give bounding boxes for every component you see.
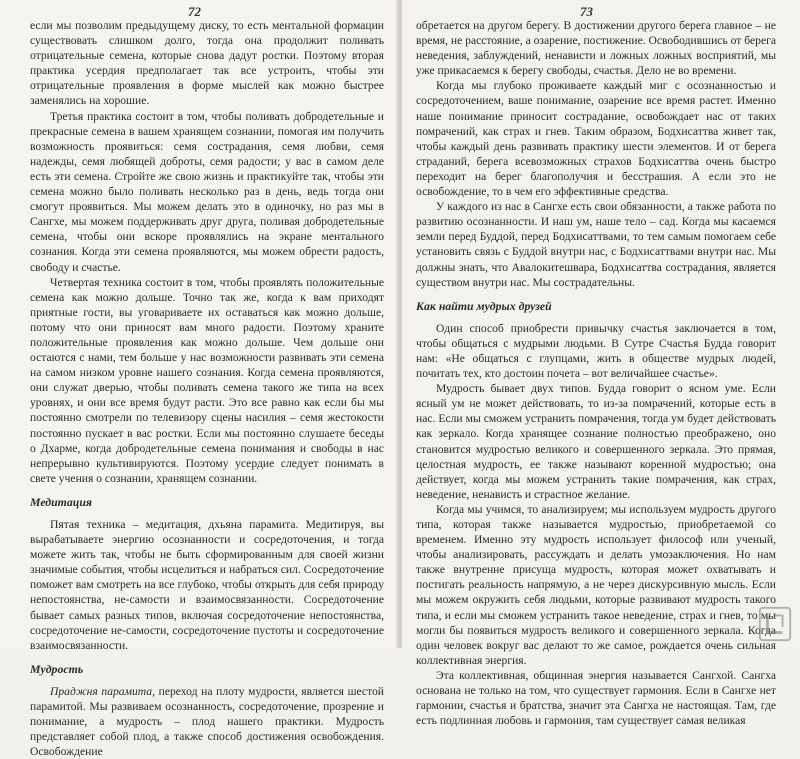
paragraph-text: , переход на плоту мудрости, является шестой парамитой. Мы развиваем осознанность, сосредоточение, прозрение и понимание, а мудрость – плод нашего практики. Мудрость представляет собой плод, а также способ достижения освобождения. Освобождение xyxy=(30,684,384,759)
right-page xyxy=(402,0,800,728)
section-heading: Медитация xyxy=(30,494,92,509)
right-page-text xyxy=(416,18,776,728)
paragraph: Четвертая техника состоит в том, чтобы проявлять положительные семена как можно дольше. Точно так же, когда к вам приходят приятные гости, вы уговариваете их оставаться как можно дольше, потому что они приносят вам много радости. Поэтому храните положительные проявления как можно дольше. Чем дольше они остаются с нами, тем больше у нас возможности развивать эти семена на самом низком уровне нашего сознания. Когда семена проявляются, они служат дверью, чтобы поливать семена такого же типа на всех уровнях, и они все время будут расти. Это все равно как если бы мы постоянно смотрели по телевизору сцены насилия – семя жестокости постоянно пускает в вас ростки. Если мы постоянно слушаете беседы о Дхарме, когда добродетельные семена понимания и свободы в нас непрерывно культивируются. Поэтому усердие следует понимать в свете учения о сознании, хранящем сознании. xyxy=(30,275,384,485)
left-page-text xyxy=(30,18,384,759)
left-page-number: 72 xyxy=(188,4,201,19)
paragraph xyxy=(30,684,384,759)
paragraph: Пятая техника – медитация, дхьяна парамита. Медитируя, вы вырабатываете энергию осознанности и сосредоточения, и тогда можете жить так, чтобы не быть сформированным для своей жизни значимые события, чтобы исцелиться и набраться сил. Сосредоточение поможет вам смотреть на все глубоко, чтобы открыть для себя природу непостоянства, не-самости и взаимосвязанности. Сосредоточение бывает самых разных типов, включая сосредоточение непостоянства, сосредоточение не-самости, сосредоточение пустоты и сосредоточение взаимосвязанности. xyxy=(30,518,384,652)
paragraph: Мудрость бывает двух типов. Будда говорит о ясном уме. Если ясный ум не может действовать, то из-за помрачений, которые есть в нас. Если мы сможем устранить помрачения, тогда ум будет действовать как зеркало. Когда хранящее сознание полностью преображено, оно становится мудростью великого и совершенного зеркала. Это прямая, целостная мудрость, ее также называют коренной мудростью; она действует, когда мы можем устранить такие помрачения, как страх, неведение, ненависть и страстное желание. xyxy=(416,382,776,501)
paragraph: Эта коллективная, общинная энергия называется Сангхой. Сангха основана не только на том, что существует гармония. Если в Сангхе нет гармонии, счастья и братства, значит эта Сангха не настоящая. Там, где есть подлинная любовь и гармония, там существует самая великая xyxy=(416,668,776,728)
right-page-number: 73 xyxy=(580,4,593,19)
paragraph: обретается на другом берегу. В достижении другого берега главное – не время, не расстояние, а озарение, постижение. Освободившись от берега неведения, заблуждений, ненависти и ложных ложных восприятий, мы уже прикасаемся к берегу свободы, счастья. Дело не во времени. xyxy=(416,19,776,78)
left-page xyxy=(0,0,398,759)
paragraph: Когда мы глубоко проживаете каждый миг с осознанностью и сосредоточением, ваше понимание, озарение все время растет. Именно наше понимание приносит сострадание, освобождает нас от таких помрачений, как страх и гнев. Таким образом, Бодхисаттва живет так, чтобы каждый день развивать практику шести элементов. И от берега страданий, берега всевозможных страхов Бодхисаттва очень быстро переходит на берег благополучия и бесстрашия. А если это не освобождение, то в чем его эффективные средства. xyxy=(416,79,776,199)
section-heading: Мудрость xyxy=(30,661,84,676)
paragraph: Третья практика состоит в том, чтобы поливать добродетельные и прекрасные семена в вашем хранящем сознании, помогая им получить возможность проявиться: семя сострадания, семя любви, семя надежды, семя любящей доброты, семя радости; у вас в самом деле есть эти семена. Стройте же свою жизнь и практикуйте так, чтобы эти семена можно было поливать несколько раз в день, ведь тогда они смогут проявиться. Мы можем делать это в одиночку, но раз мы в Сангхе, мы можем поддерживать друг друга, поливая добродетельные семена, чтобы они вскоре проявлялись на экране ментального сознания. Когда эти семена проявляются, мы можем обрести радость, свободу и счастье. xyxy=(30,109,384,274)
italic-term: Праджня парамита xyxy=(50,684,153,698)
paragraph: если мы позволим предыдущему диску, то есть ментальной формации существовать слишком долго, тогда она продолжит поливать отрицательные семена, которые снова дадут ростки. Поэтому вторая практика усердия предполагает так все устроить, чтобы эти отрицательные проявления в форме мыслей как можно быстрее заменялись на хорошие. xyxy=(30,19,384,108)
section-heading: Как найти мудрых друзей xyxy=(416,298,552,313)
paragraph: Когда мы учимся, то анализируем; мы используем мудрость другого типа, которая также называется мудростью, приобретаемой со временем. Именно эту мудрость использует философ или ученый, чтобы анализировать, рассуждать и делать умозаключения. Но нам также внутренне присуща мудрость, которая может охватывать и постигать реальность напрямую, а не через дискурсивную мысль. Если мы можем окружить себя людьми, которые развивают мудрость такого типа, и если мы сможем устранить такое неведение, страх и гнев, то мы могли бы появиться мудрость великого и совершенного зеркала. Когда один человек вокруг вас делают то же самое, рождается очень сильная коллективная энергия. xyxy=(416,502,776,667)
paragraph: Один способ приобрести привычку счастья заключается в том, чтобы общаться с мудрыми людьми. В Сутре Счастья Будда говорит нам: «Не общаться с глупцами, жить в обществе мудрых людей, почитать тех, кто достоин почета – вот величайшее счастье». xyxy=(416,321,776,381)
labirint-watermark-icon xyxy=(756,604,794,644)
paragraph: У каждого из нас в Сангхе есть свои обязанности, а также работа по развитию осознанности. И наш ум, наше тело – сад. Когда мы касаемся земли перед Буддой, перед Бодхисаттвами, то тем самым помогаем себе установить связь с Буддой внутри нас, с Бодхисаттвами внутри нас. Мы должны знать, что Авалокитешвара, Бодхисаттва сострадания, является существом внутри нас. Мы сострадательны. xyxy=(416,200,776,289)
